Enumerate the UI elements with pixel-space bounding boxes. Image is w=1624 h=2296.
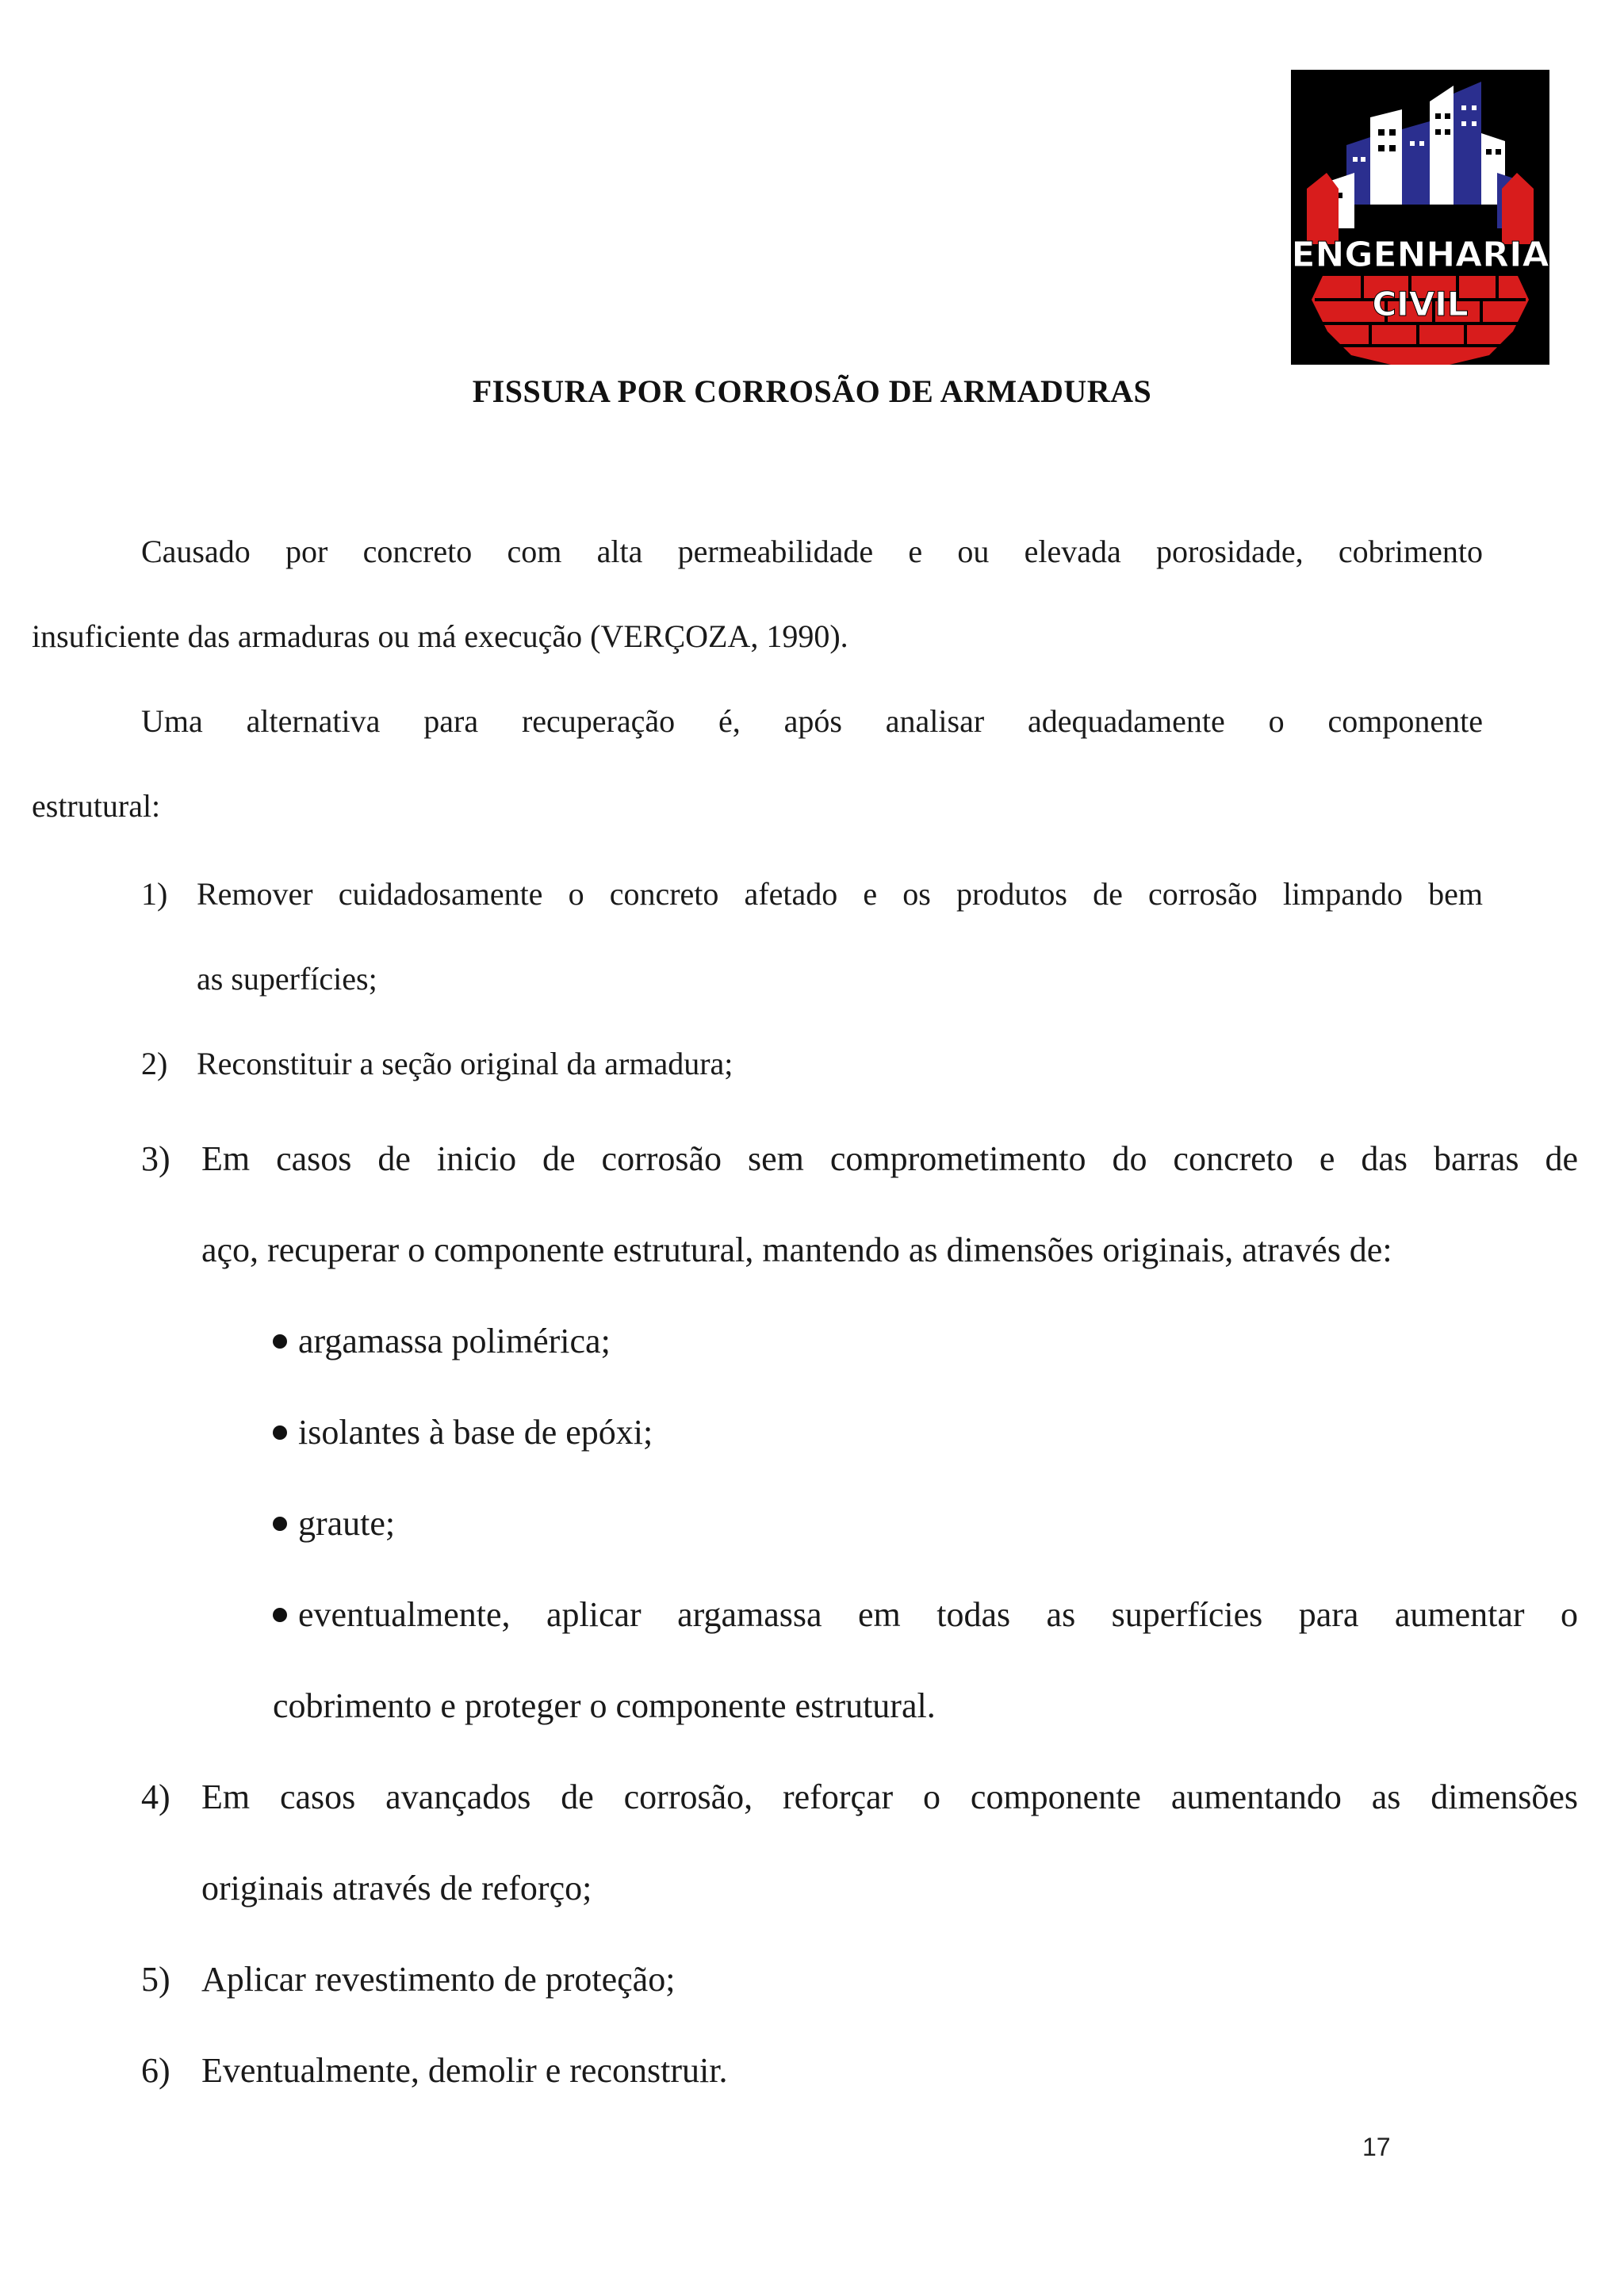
list-item-3-line-2: aço, recuperar o componente estrutural, mantendo as dimensões originais, através de: xyxy=(201,1230,1392,1269)
bullet-item-3-text: graute; xyxy=(298,1504,396,1543)
list-item-2-line-1: Reconstituir a seção original da armadura; xyxy=(197,1046,733,1081)
engenharia-civil-logo xyxy=(1291,70,1549,365)
list-item-3-line-1: Em casos de inicio de corrosão sem comprometimento do concreto e das barras de xyxy=(201,1139,1578,1178)
bullet-item-2-text: isolantes à base de epóxi; xyxy=(298,1413,653,1452)
bullet-icon xyxy=(273,1517,287,1531)
bullet-item-4-line-2: cobrimento e proteger o componente estrutural. xyxy=(273,1686,936,1725)
page-number: 17 xyxy=(1362,2133,1391,2161)
list-item-6-number: 6) xyxy=(141,2051,170,2090)
bullet-icon xyxy=(273,1425,287,1440)
list-item-5-line-1: Aplicar revestimento de proteção; xyxy=(201,1960,676,1999)
list-item-4-line-2: originais através de reforço; xyxy=(201,1869,592,1908)
logo-text-engenharia: ENGENHARIA xyxy=(1291,235,1549,275)
page-title: FISSURA POR CORROSÃO DE ARMADURAS xyxy=(472,373,1152,409)
list-item-4-number: 4) xyxy=(141,1777,170,1816)
bullet-item-1-text: argamassa polimérica; xyxy=(298,1322,611,1360)
list-item-2-number: 2) xyxy=(141,1046,168,1081)
bullet-item-1 xyxy=(273,1321,611,1361)
bullet-icon xyxy=(273,1334,287,1349)
list-item-1-number: 1) xyxy=(141,876,168,912)
list-item-1-line-2: as superfícies; xyxy=(197,961,377,997)
bullet-item-4-line-1: eventualmente, aplicar argamassa em todas as superfícies para aumentar o xyxy=(298,1595,1578,1634)
list-item-3-number: 3) xyxy=(141,1139,170,1178)
list-item-4-line-1: Em casos avançados de corrosão, reforçar o componente aumentando as dimensões xyxy=(201,1777,1578,1816)
paragraph-1-line-2: insuficiente das armaduras ou má execução (VERÇOZA, 1990). xyxy=(32,618,848,654)
bullet-icon xyxy=(273,1608,287,1622)
bullet-item-3 xyxy=(273,1503,395,1544)
paragraph-2-line-1: Uma alternativa para recuperação é, após analisar adequadamente o componente xyxy=(141,703,1483,739)
list-item-5-number: 5) xyxy=(141,1960,170,1999)
logo-text-civil: CIVIL xyxy=(1372,285,1469,323)
list-item-6-line-1: Eventualmente, demolir e reconstruir. xyxy=(201,2051,728,2090)
list-item-1-line-1: Remover cuidadosamente o concreto afetado e os produtos de corrosão limpando bem xyxy=(197,876,1483,912)
logo-graphic xyxy=(1291,70,1549,365)
bullet-item-4 xyxy=(273,1594,1578,1635)
paragraph-2-line-2: estrutural: xyxy=(32,788,161,824)
bullet-item-2 xyxy=(273,1412,653,1452)
paragraph-1-line-1: Causado por concreto com alta permeabilidade e ou elevada porosidade, cobrimento xyxy=(141,534,1483,569)
